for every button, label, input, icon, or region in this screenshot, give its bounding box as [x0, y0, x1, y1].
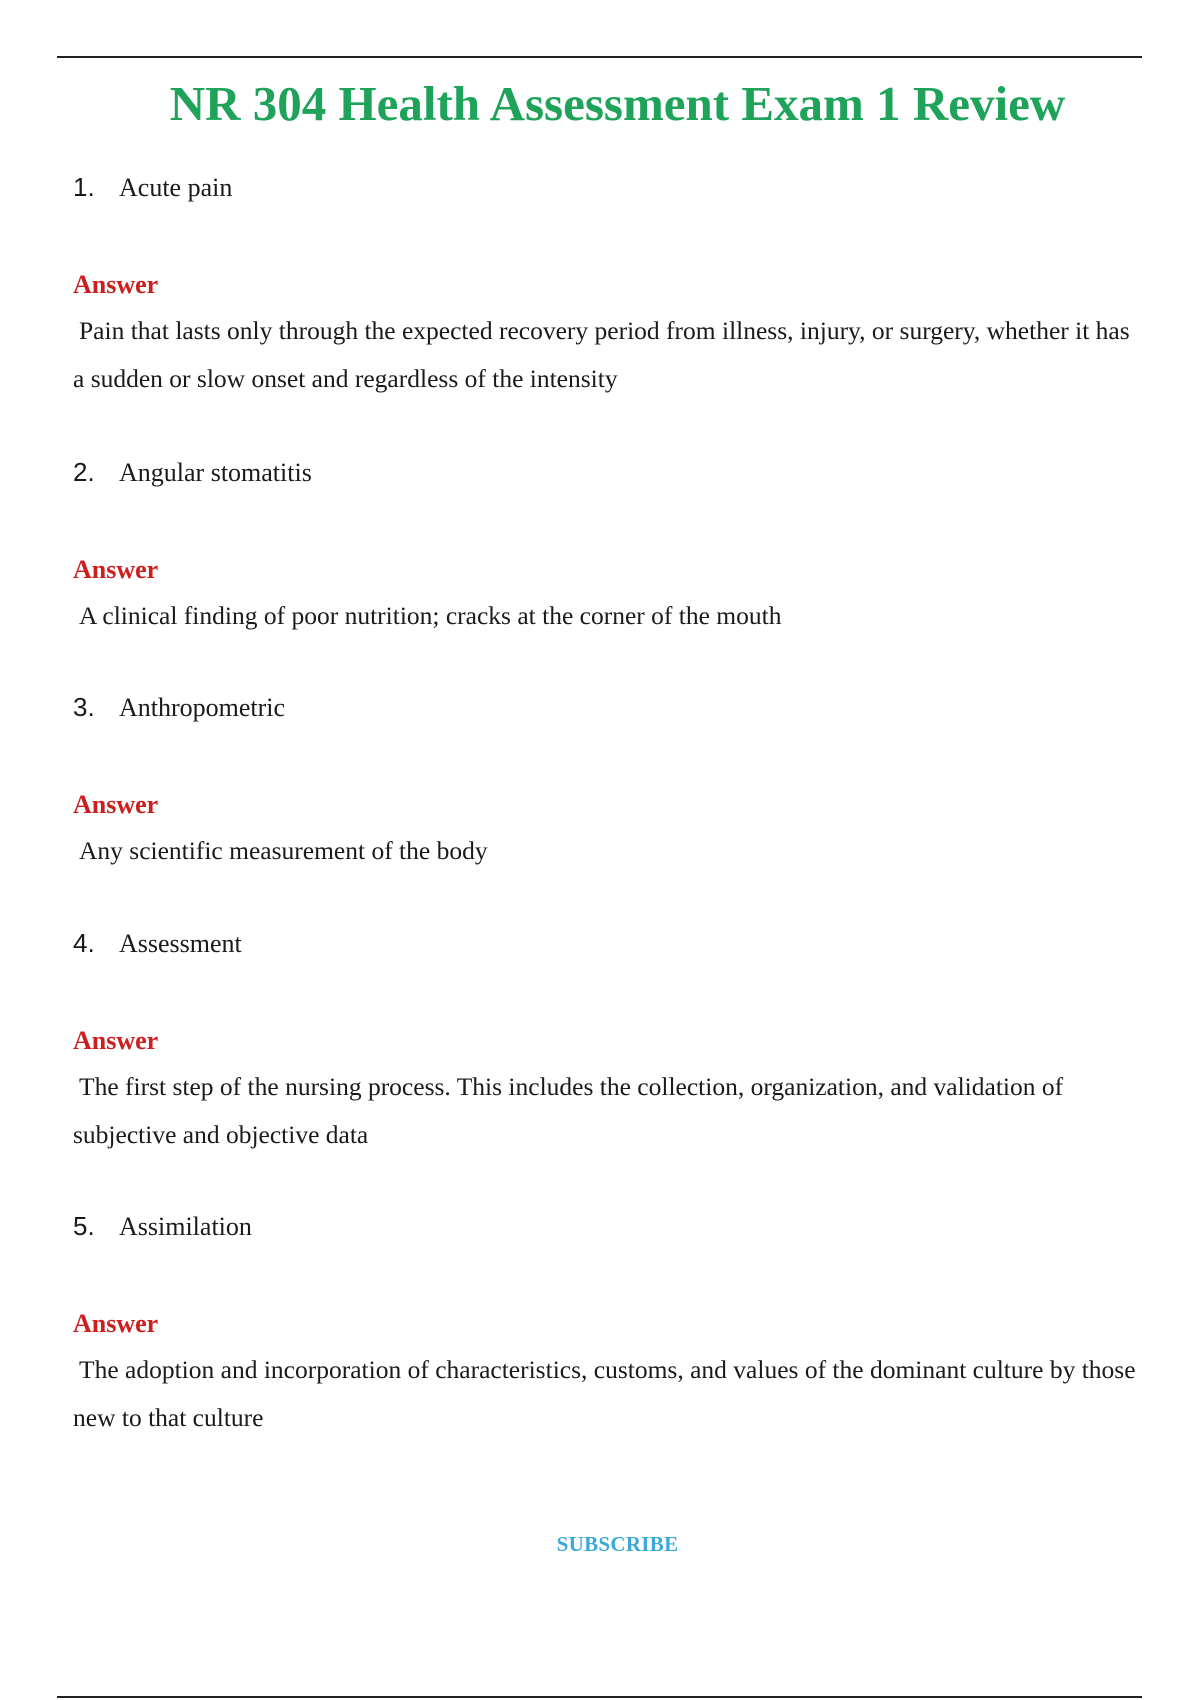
answer-text: Any scientific measurement of the body — [79, 836, 488, 865]
qa-item-1 — [73, 172, 1130, 393]
answer-label: Answer — [73, 270, 159, 299]
answer-text: The first step of the nursing process. This includes the collection, organization, and validation of subjective and objective data — [73, 1072, 1064, 1149]
question — [73, 457, 312, 497]
answer-label: Answer — [73, 790, 159, 819]
qa-item-2 — [73, 457, 782, 630]
top-rule — [57, 56, 1142, 58]
question — [73, 692, 285, 732]
question-number: 1. — [73, 172, 95, 202]
answer-label: Answer — [73, 1309, 159, 1338]
qa-item-5 — [73, 1211, 1136, 1432]
question-number: 5. — [73, 1211, 95, 1241]
answer-text: Pain that lasts only through the expected recovery period from illness, injury, or surgery, whether it has a sudden or slow onset and regardless of the intensity — [73, 316, 1130, 393]
answer-text: The adoption and incorporation of characteristics, customs, and values of the dominant culture by those new to that culture — [73, 1355, 1136, 1432]
subscribe-link[interactable]: SUBSCRIBE — [556, 1532, 679, 1556]
answer-label: Answer — [73, 555, 159, 584]
answer-label: Answer — [73, 1026, 159, 1055]
answer-text: A clinical finding of poor nutrition; cracks at the corner of the mouth — [79, 601, 782, 630]
qa-item-3 — [73, 692, 488, 865]
document-title: NR 304 Health Assessment Exam 1 Review — [169, 76, 1066, 131]
question-number: 2. — [73, 457, 95, 487]
question-term: Acute pain — [119, 173, 233, 202]
question — [73, 172, 232, 212]
question — [73, 928, 242, 968]
question-number: 3. — [73, 692, 95, 722]
question-term: Angular stomatitis — [119, 458, 312, 487]
question-term: Assessment — [119, 929, 242, 958]
question-number: 4. — [73, 928, 95, 958]
question-term: Anthropometric — [119, 693, 286, 722]
question — [73, 1211, 252, 1251]
qa-item-4 — [73, 928, 1064, 1149]
question-term: Assimilation — [119, 1212, 252, 1241]
bottom-rule — [57, 1696, 1142, 1698]
